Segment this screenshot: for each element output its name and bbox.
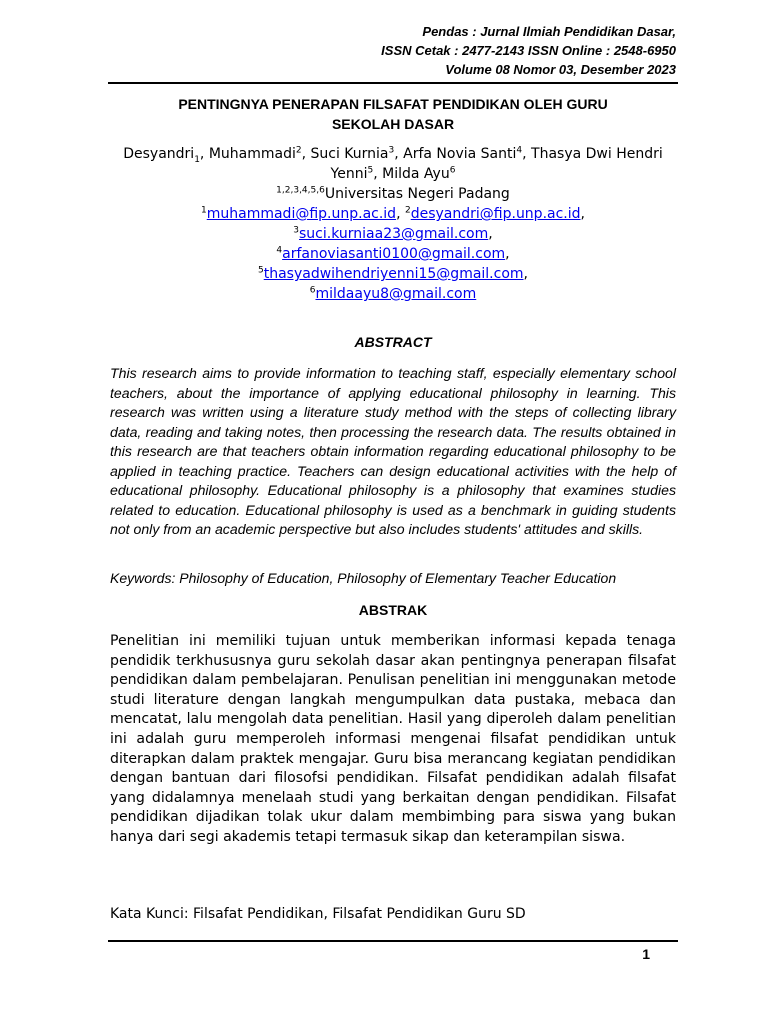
title-line-2: SEKOLAH DASAR xyxy=(331,116,455,132)
author-name: , Muhammadi xyxy=(199,146,296,162)
email-link[interactable]: suci.kurniaa23@gmail.com xyxy=(299,226,489,242)
journal-issn: ISSN Cetak : 2477-2143 ISSN Online : 2548-6950 xyxy=(381,43,676,58)
email-line: $^5$thasyadwihendriyenni15@gmail.com, xyxy=(258,265,528,282)
author-name: , Thasya Dwi Hendri Yenni xyxy=(330,146,663,182)
email-mark: 6 xyxy=(309,285,316,296)
author-mark: 2 xyxy=(295,145,302,156)
author-block xyxy=(108,144,678,304)
email-line: $^3$suci.kurniaa23@gmail.com, xyxy=(293,225,493,242)
email-mark: 3 xyxy=(293,225,300,236)
author-name: , Arfa Novia Santi xyxy=(394,146,517,162)
author-mark: 5 xyxy=(367,165,374,176)
affiliation xyxy=(108,184,678,204)
author-mark: 4 xyxy=(516,145,523,156)
abstrak-heading: ABSTRAK xyxy=(358,602,428,618)
title-line-1: PENTINGNYA PENERAPAN FILSAFAT PENDIDIKAN OLEH GURU xyxy=(178,96,608,112)
abstract-body: This research aims to provide information to teaching staff, especially elementary school teachers, about the importance of applying educational philosophy in learning. This research was written using a literature study method with the steps of collecting library data, reading and taking notes, then processing the research data. The results obtained in this research are that teachers obtain information regarding educational philosophy to be applied in teaching practice. Teachers can design educational activities with the help of educational philosophy. Educational philosophy is a philosophy that examines studies related to education. Educational philosophy is used as a benchmark in guiding students not only from an academic perspective but also includes students' attitudes and skills. xyxy=(110,365,676,537)
email-mark: 4 xyxy=(276,245,283,256)
author-name: , Milda Ayu xyxy=(373,166,450,182)
email-link[interactable]: thasyadwihendriyenni15@gmail.com xyxy=(263,266,524,282)
email-line: $^1$muhammadi@fip.unp.ac.id, $^2$desyandri@fip.unp.ac.id, xyxy=(201,205,585,222)
author-name: Desyandri xyxy=(123,146,195,162)
email-link[interactable]: mildaayu8@gmail.com xyxy=(315,286,477,302)
author-mark: 6 xyxy=(449,165,456,176)
email-link[interactable]: arfanoviasanti0100@gmail.com xyxy=(282,246,506,262)
email-mark: 1 xyxy=(201,205,207,216)
affiliation-mark: 1,2,3,4,5,6 xyxy=(276,185,325,196)
email-line xyxy=(108,284,678,304)
abstract-heading: ABSTRACT xyxy=(354,334,432,350)
abstract-keywords: Keywords: Philosophy of Education, Philosophy of Elementary Teacher Education xyxy=(110,570,617,586)
page-number: 1 xyxy=(642,946,650,962)
abstrak-body: Penelitian ini memiliki tujuan untuk memberikan informasi kepada tenaga pendidik terkhususnya guru sekolah dasar akan pentingnya penerapan filsafat pendidikan dalam pembelajaran. Penulisan penelitian ini menggunakan metode studi literature dengan langkah mengumpulkan data pustaka, mebaca dan mencatat, lalu mengolah data penelitian. Hasil yang diperoleh dalam penelitian ini adalah guru memperoleh informasi mengenai filsafat pendidikan untuk diterapkan dalam praktek mengajar. Guru bisa merancang kegiatan pendidikan dengan bantuan dari filosofsi pendidikan. Filsafat pendidikan adalah filsafat yang didalamnya menelaah studi yang berkaitan dengan pendidikan. Filsafat pendidikan dijadikan tolak ukur dalam membimbing para siswa yang bukan hanya dari segi akademis tetapi termasuk sikap dan keterampilan siswa. xyxy=(110,633,676,845)
journal-volume: Volume 08 Nomor 03, Desember 2023 xyxy=(445,62,676,77)
header-divider xyxy=(108,82,678,84)
email-mark: 2 xyxy=(404,205,411,216)
paper-title xyxy=(108,94,678,134)
email-link[interactable]: desyandri@fip.unp.ac.id xyxy=(410,206,581,222)
email-link[interactable]: muhammadi@fip.unp.ac.id xyxy=(206,206,397,222)
journal-header xyxy=(381,22,676,79)
author-name: , Suci Kurnia xyxy=(301,146,389,162)
author-list xyxy=(108,144,678,184)
author-mark: 3 xyxy=(388,145,395,156)
footer-divider xyxy=(108,940,678,942)
journal-name: Pendas : Jurnal Ilmiah Pendidikan Dasar, xyxy=(422,24,676,39)
email-mark: 5 xyxy=(258,265,264,276)
email-line: $^4$arfanoviasanti0100@gmail.com, xyxy=(276,245,510,262)
author-mark: 1 xyxy=(194,154,200,165)
affiliation-name: Universitas Negeri Padang xyxy=(324,186,510,202)
abstrak-keywords: Kata Kunci: Filsafat Pendidikan, Filsafat Pendidikan Guru SD xyxy=(110,906,526,922)
